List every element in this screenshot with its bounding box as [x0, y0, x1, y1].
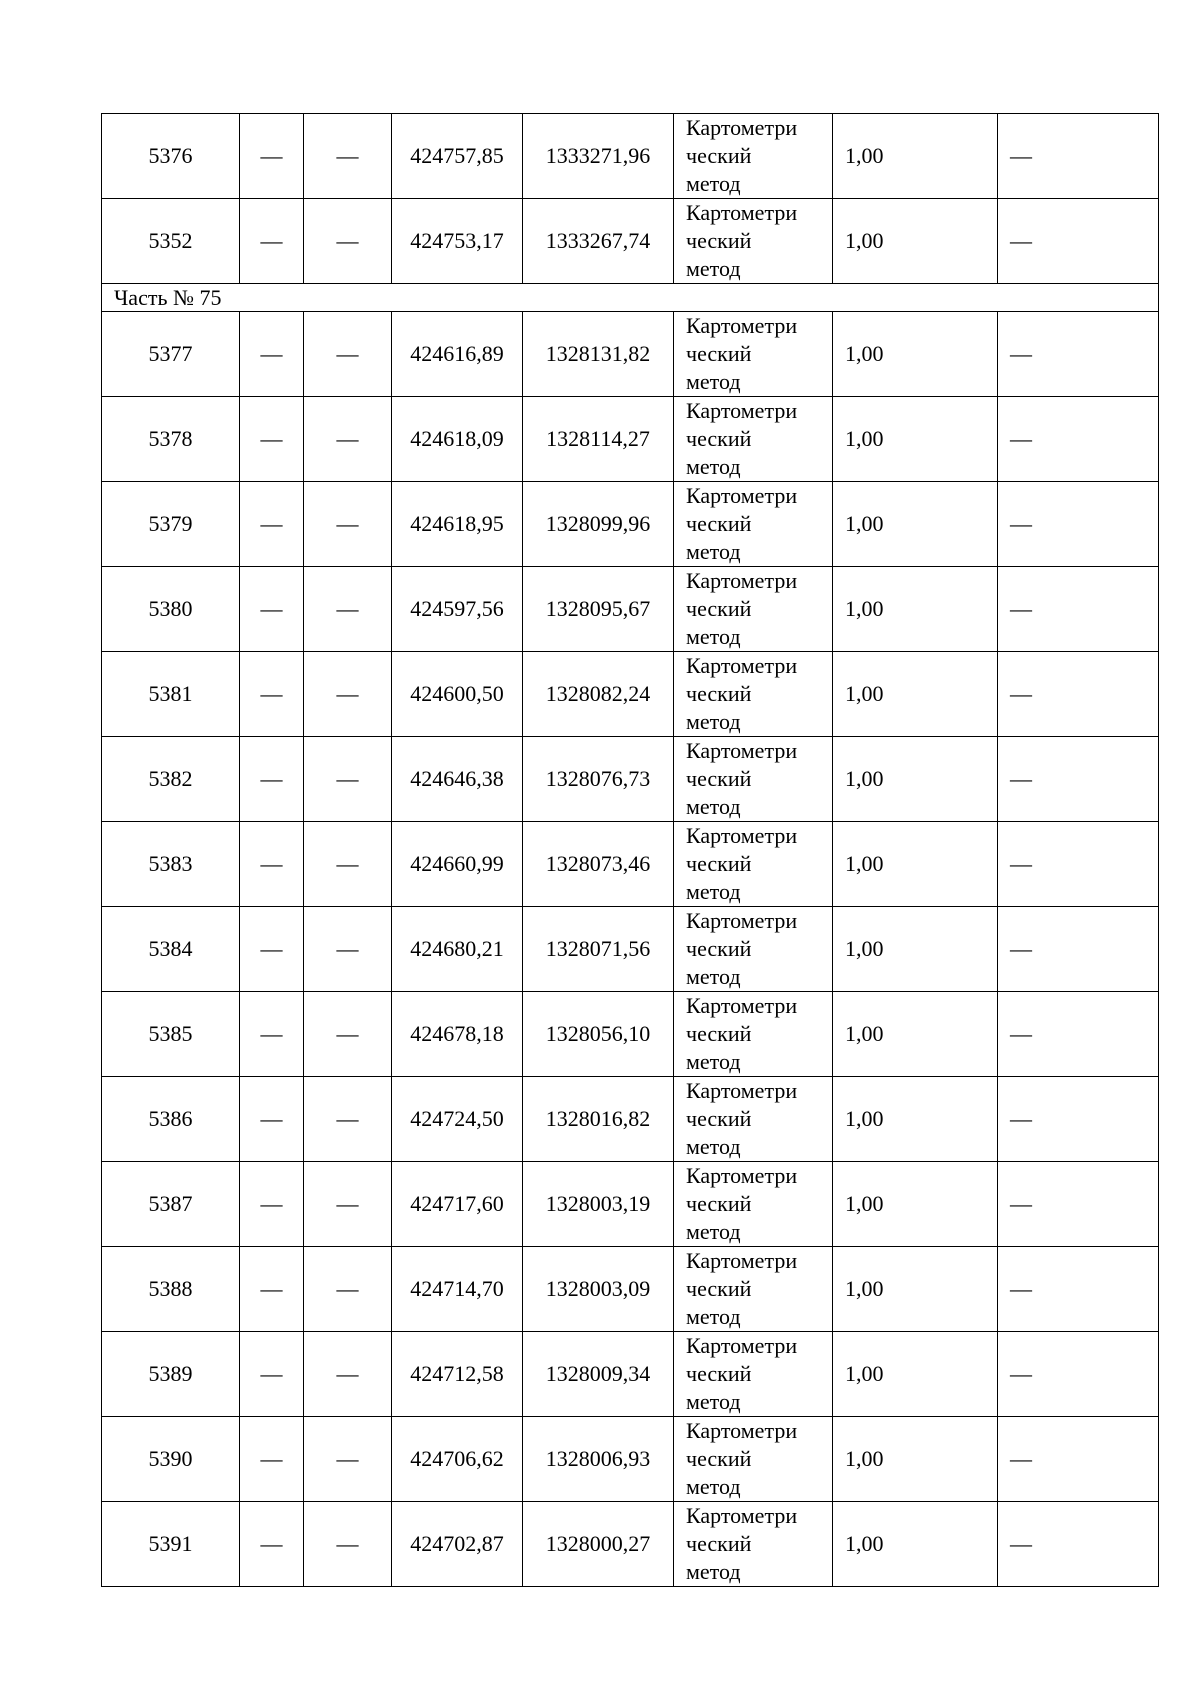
method-text-line: ческий	[686, 1191, 752, 1216]
empty-dash-cell: —	[998, 312, 1159, 397]
accuracy-cell: 1,00	[833, 822, 998, 907]
method-text-line: ческий	[686, 1021, 752, 1046]
empty-dash-cell: —	[998, 1332, 1159, 1417]
y-coordinate-cell: 1328071,56	[523, 907, 674, 992]
x-coordinate-cell: 424717,60	[392, 1162, 523, 1247]
method-text-line: метод	[686, 454, 741, 479]
method-text-line: ческий	[686, 1531, 752, 1556]
empty-dash-cell: —	[240, 482, 304, 567]
point-number-cell: 5380	[102, 567, 240, 652]
method-text-line: Картометри	[686, 568, 798, 593]
point-number-cell: 5385	[102, 992, 240, 1077]
y-coordinate-cell: 1328056,10	[523, 992, 674, 1077]
x-coordinate-cell: 424757,85	[392, 114, 523, 199]
method-cell	[674, 114, 833, 199]
method-text-line: Картометри	[686, 1078, 798, 1103]
table-row	[102, 397, 1159, 482]
empty-dash-cell: —	[998, 822, 1159, 907]
point-number-cell: 5379	[102, 482, 240, 567]
table-row	[102, 992, 1159, 1077]
empty-dash-cell: —	[998, 737, 1159, 822]
method-text-line: ческий	[686, 596, 752, 621]
empty-dash-cell: —	[240, 1162, 304, 1247]
accuracy-cell: 1,00	[833, 1162, 998, 1247]
table-row	[102, 114, 1159, 199]
method-text-line: ческий	[686, 426, 752, 451]
table-row	[102, 1247, 1159, 1332]
x-coordinate-cell: 424702,87	[392, 1502, 523, 1587]
table-row	[102, 907, 1159, 992]
point-number-cell: 5391	[102, 1502, 240, 1587]
y-coordinate-cell: 1333271,96	[523, 114, 674, 199]
method-cell	[674, 822, 833, 907]
method-text-line: метод	[686, 369, 741, 394]
method-text-line: ческий	[686, 851, 752, 876]
method-text-line: метод	[686, 1219, 741, 1244]
accuracy-cell: 1,00	[833, 482, 998, 567]
method-text-line: метод	[686, 964, 741, 989]
y-coordinate-cell: 1328131,82	[523, 312, 674, 397]
point-number-cell: 5381	[102, 652, 240, 737]
empty-dash-cell: —	[240, 114, 304, 199]
empty-dash-cell: —	[998, 114, 1159, 199]
method-text-line: метод	[686, 1474, 741, 1499]
empty-dash-cell: —	[998, 397, 1159, 482]
empty-dash-cell: —	[304, 567, 392, 652]
y-coordinate-cell: 1328016,82	[523, 1077, 674, 1162]
empty-dash-cell: —	[304, 1417, 392, 1502]
table-row	[102, 652, 1159, 737]
y-coordinate-cell: 1328003,19	[523, 1162, 674, 1247]
point-number-cell: 5386	[102, 1077, 240, 1162]
method-text-line: ческий	[686, 766, 752, 791]
method-text-line: ческий	[686, 143, 752, 168]
empty-dash-cell: —	[240, 822, 304, 907]
empty-dash-cell: —	[240, 1077, 304, 1162]
method-text-line: Картометри	[686, 1163, 798, 1188]
method-text-line: метод	[686, 1049, 741, 1074]
x-coordinate-cell: 424724,50	[392, 1077, 523, 1162]
method-text-line: Картометри	[686, 483, 798, 508]
method-text-line: метод	[686, 879, 741, 904]
accuracy-cell: 1,00	[833, 992, 998, 1077]
method-text-line: Картометри	[686, 200, 798, 225]
point-number-cell: 5377	[102, 312, 240, 397]
empty-dash-cell: —	[304, 907, 392, 992]
empty-dash-cell: —	[998, 1502, 1159, 1587]
table-row	[102, 1417, 1159, 1502]
point-number-cell: 5389	[102, 1332, 240, 1417]
empty-dash-cell: —	[240, 397, 304, 482]
empty-dash-cell: —	[998, 907, 1159, 992]
empty-dash-cell: —	[304, 822, 392, 907]
empty-dash-cell: —	[304, 199, 392, 284]
method-cell	[674, 652, 833, 737]
y-coordinate-cell: 1328082,24	[523, 652, 674, 737]
x-coordinate-cell: 424618,09	[392, 397, 523, 482]
empty-dash-cell: —	[240, 312, 304, 397]
method-text-line: Картометри	[686, 1248, 798, 1273]
empty-dash-cell: —	[998, 992, 1159, 1077]
method-cell	[674, 1502, 833, 1587]
empty-dash-cell: —	[998, 482, 1159, 567]
method-cell	[674, 482, 833, 567]
y-coordinate-cell: 1328099,96	[523, 482, 674, 567]
point-number-cell: 5384	[102, 907, 240, 992]
method-text-line: Картометри	[686, 1418, 798, 1443]
point-number-cell: 5382	[102, 737, 240, 822]
method-text-line: ческий	[686, 681, 752, 706]
method-text-line: метод	[686, 1134, 741, 1159]
x-coordinate-cell: 424714,70	[392, 1247, 523, 1332]
point-number-cell: 5388	[102, 1247, 240, 1332]
method-text-line: Картометри	[686, 738, 798, 763]
empty-dash-cell: —	[998, 1077, 1159, 1162]
table-row	[102, 1332, 1159, 1417]
table-body	[102, 114, 1159, 1587]
x-coordinate-cell: 424753,17	[392, 199, 523, 284]
method-cell	[674, 1332, 833, 1417]
method-text-line: метод	[686, 624, 741, 649]
method-cell	[674, 1077, 833, 1162]
part-label: Часть № 75	[102, 284, 1159, 312]
x-coordinate-cell: 424646,38	[392, 737, 523, 822]
x-coordinate-cell: 424618,95	[392, 482, 523, 567]
accuracy-cell: 1,00	[833, 737, 998, 822]
empty-dash-cell: —	[998, 199, 1159, 284]
x-coordinate-cell: 424616,89	[392, 312, 523, 397]
method-text-line: метод	[686, 1304, 741, 1329]
x-coordinate-cell: 424712,58	[392, 1332, 523, 1417]
empty-dash-cell: —	[998, 1247, 1159, 1332]
table-row	[102, 482, 1159, 567]
x-coordinate-cell: 424680,21	[392, 907, 523, 992]
method-text-line: ческий	[686, 228, 752, 253]
y-coordinate-cell: 1328003,09	[523, 1247, 674, 1332]
point-number-cell: 5387	[102, 1162, 240, 1247]
method-text-line: Картометри	[686, 1503, 798, 1528]
method-text-line: ческий	[686, 1276, 752, 1301]
y-coordinate-cell: 1328009,34	[523, 1332, 674, 1417]
empty-dash-cell: —	[304, 114, 392, 199]
y-coordinate-cell: 1328114,27	[523, 397, 674, 482]
empty-dash-cell: —	[240, 652, 304, 737]
empty-dash-cell: —	[240, 567, 304, 652]
method-text-line: метод	[686, 256, 741, 281]
empty-dash-cell: —	[240, 1332, 304, 1417]
method-text-line: метод	[686, 539, 741, 564]
table-row	[102, 567, 1159, 652]
empty-dash-cell: —	[998, 567, 1159, 652]
empty-dash-cell: —	[240, 992, 304, 1077]
table-row	[102, 312, 1159, 397]
accuracy-cell: 1,00	[833, 1417, 998, 1502]
accuracy-cell: 1,00	[833, 652, 998, 737]
x-coordinate-cell: 424660,99	[392, 822, 523, 907]
accuracy-cell: 1,00	[833, 397, 998, 482]
method-text-line: Картометри	[686, 398, 798, 423]
method-cell	[674, 397, 833, 482]
accuracy-cell: 1,00	[833, 907, 998, 992]
point-number-cell: 5378	[102, 397, 240, 482]
x-coordinate-cell: 424706,62	[392, 1417, 523, 1502]
empty-dash-cell: —	[304, 737, 392, 822]
y-coordinate-cell: 1333267,74	[523, 199, 674, 284]
empty-dash-cell: —	[240, 1417, 304, 1502]
empty-dash-cell: —	[240, 1247, 304, 1332]
point-number-cell: 5352	[102, 199, 240, 284]
empty-dash-cell: —	[998, 1162, 1159, 1247]
method-text-line: ческий	[686, 511, 752, 536]
empty-dash-cell: —	[304, 652, 392, 737]
table-row	[102, 1077, 1159, 1162]
method-text-line: Картометри	[686, 823, 798, 848]
method-text-line: Картометри	[686, 653, 798, 678]
method-cell	[674, 199, 833, 284]
method-cell	[674, 312, 833, 397]
accuracy-cell: 1,00	[833, 567, 998, 652]
part-header-row	[102, 284, 1159, 312]
empty-dash-cell: —	[304, 482, 392, 567]
accuracy-cell: 1,00	[833, 1077, 998, 1162]
method-text-line: метод	[686, 709, 741, 734]
empty-dash-cell: —	[304, 1162, 392, 1247]
empty-dash-cell: —	[304, 1332, 392, 1417]
table-row	[102, 1502, 1159, 1587]
method-cell	[674, 1162, 833, 1247]
y-coordinate-cell: 1328095,67	[523, 567, 674, 652]
y-coordinate-cell: 1328073,46	[523, 822, 674, 907]
empty-dash-cell: —	[304, 1077, 392, 1162]
table-row	[102, 737, 1159, 822]
empty-dash-cell: —	[304, 1247, 392, 1332]
empty-dash-cell: —	[240, 737, 304, 822]
point-number-cell: 5376	[102, 114, 240, 199]
accuracy-cell: 1,00	[833, 199, 998, 284]
method-text-line: метод	[686, 1389, 741, 1414]
method-cell	[674, 992, 833, 1077]
empty-dash-cell: —	[240, 907, 304, 992]
y-coordinate-cell: 1328000,27	[523, 1502, 674, 1587]
coordinates-table	[101, 113, 1159, 1587]
method-cell	[674, 907, 833, 992]
point-number-cell: 5390	[102, 1417, 240, 1502]
empty-dash-cell: —	[304, 397, 392, 482]
method-text-line: Картометри	[686, 1333, 798, 1358]
method-text-line: Картометри	[686, 908, 798, 933]
method-cell	[674, 1417, 833, 1502]
x-coordinate-cell: 424597,56	[392, 567, 523, 652]
method-text-line: Картометри	[686, 115, 798, 140]
empty-dash-cell: —	[240, 1502, 304, 1587]
empty-dash-cell: —	[304, 992, 392, 1077]
point-number-cell: 5383	[102, 822, 240, 907]
method-text-line: ческий	[686, 341, 752, 366]
empty-dash-cell: —	[240, 199, 304, 284]
method-text-line: метод	[686, 171, 741, 196]
empty-dash-cell: —	[998, 652, 1159, 737]
table-row	[102, 1162, 1159, 1247]
table-row	[102, 199, 1159, 284]
empty-dash-cell: —	[304, 312, 392, 397]
method-text-line: метод	[686, 794, 741, 819]
x-coordinate-cell: 424600,50	[392, 652, 523, 737]
method-text-line: ческий	[686, 936, 752, 961]
method-cell	[674, 737, 833, 822]
method-cell	[674, 567, 833, 652]
accuracy-cell: 1,00	[833, 312, 998, 397]
empty-dash-cell: —	[304, 1502, 392, 1587]
x-coordinate-cell: 424678,18	[392, 992, 523, 1077]
method-text-line: ческий	[686, 1446, 752, 1471]
y-coordinate-cell: 1328076,73	[523, 737, 674, 822]
empty-dash-cell: —	[998, 1417, 1159, 1502]
method-text-line: Картометри	[686, 993, 798, 1018]
method-text-line: метод	[686, 1559, 741, 1584]
accuracy-cell: 1,00	[833, 114, 998, 199]
method-text-line: Картометри	[686, 313, 798, 338]
accuracy-cell: 1,00	[833, 1502, 998, 1587]
table-row	[102, 822, 1159, 907]
accuracy-cell: 1,00	[833, 1247, 998, 1332]
method-cell	[674, 1247, 833, 1332]
method-text-line: ческий	[686, 1361, 752, 1386]
method-text-line: ческий	[686, 1106, 752, 1131]
y-coordinate-cell: 1328006,93	[523, 1417, 674, 1502]
accuracy-cell: 1,00	[833, 1332, 998, 1417]
